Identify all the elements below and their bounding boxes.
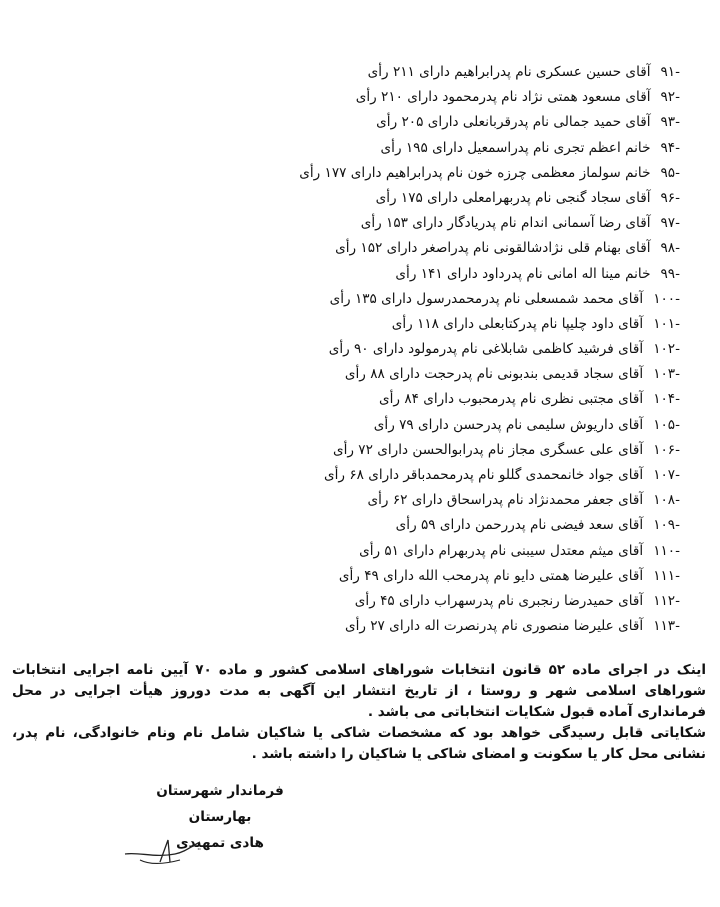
list-item-number: -۱۰۱ [653,315,680,332]
list-item-number: -۱۱۳ [653,618,680,635]
list-item-number: -۹۹ [660,265,680,282]
list-item [40,60,680,85]
list-item-number: -۹۵ [660,164,680,181]
list-item [40,312,680,337]
list-item-number: -۱۰۶ [653,441,680,458]
list-item-text: آقای حمیدرضا رنجبری نام پدرسهراب دارای ۴۵ رأی [354,592,644,609]
list-item-text: آقای محمد شمسعلی نام پدرمحمدرسول دارای ۱۳۵ رأی [329,290,644,307]
list-item-number: -۱۱۲ [653,592,680,609]
list-item-text: آقای حمید جمالی نام پدرقربانعلی دارای ۲۰۵ رأی [376,114,651,131]
handwritten-signature [120,832,210,872]
list-item-text: آقای مسعود همتی نژاد نام پدرمحمود دارای ۲۱۰ رأی [355,89,651,106]
list-item-text: آقای میثم معتدل سیبنی نام پدربهرام دارای ۵۱ رأی [359,542,644,559]
list-item-number: -۱۱۱ [653,567,680,584]
list-item-number: -۱۰۳ [653,366,680,383]
list-item-number: -۱۱۰ [653,542,680,559]
list-item-text: آقای علیرضا منصوری نام پدرنصرت اله دارای ۲۷ رأی [344,618,644,635]
list-item [40,362,680,387]
governor-title: فرماندار شهرستان بهارستان [156,783,284,825]
list-item [40,589,680,614]
list-item-number: -۹۱ [660,64,680,80]
list-item-number: -۱۰۵ [653,416,680,433]
list-item-text: آقای سعد فیضی نام پدررحمن دارای ۵۹ رأی [395,517,644,534]
list-item-number: -۹۷ [660,215,680,232]
list-item-number: -۱۰۹ [653,517,680,534]
list-item-number: -۹۴ [660,139,680,156]
list-item [40,85,680,110]
list-item-number: -۹۶ [660,189,680,206]
list-item [40,161,680,186]
list-item-number: -۱۰۷ [653,467,680,483]
list-item [40,513,680,538]
list-item [40,211,680,236]
list-item [40,186,680,211]
list-item-text: آقای سجاد گنجی نام پدربهرامعلی دارای ۱۷۵ رأی [375,189,651,206]
list-item [40,539,680,564]
list-item [40,413,680,438]
list-item-text: آقای بهنام قلی نژادشالقونی نام پدراصغر دارای ۱۵۲ رأی [335,240,651,257]
list-item-number: -۱۰۸ [653,492,680,509]
list-item [40,110,680,135]
list-item-text: خانم مینا اله امانی نام پدرداود دارای ۱۴۱ رأی [395,265,651,282]
list-item-text: آقای علی عسگری مجاز نام پدرابوالحسن دارای ۷۲ رأی [332,441,644,458]
list-item [40,564,680,589]
governor-name: هادی تمهیدی [176,835,264,851]
list-item-text: آقای داریوش سلیمی نام پدرحسن دارای ۷۹ رأی [373,416,644,433]
list-item-number: -۱۰۲ [653,341,680,358]
list-item-text: آقای داود چلیپا نام پدرکتابعلی دارای ۱۱۸ رأی [391,315,644,332]
list-item [40,262,680,287]
list-item-text: آقای رضا آسمانی اندام نام پدریادگار دارای ۱۵۳ رأی [360,215,651,232]
list-item [40,136,680,161]
list-item [40,488,680,513]
list-item [40,438,680,463]
list-item-text: آقای علیرضا همتی دایو نام پدرمحب الله دارای ۴۹ رأی [338,567,644,584]
list-item-number: -۱۰۰ [653,290,680,307]
list-item-text: آقای جعفر محمدنژاد نام پدراسحاق دارای ۶۲ رأی [367,492,644,509]
list-item-text: آقای فرشید کاظمی شابلاغی نام پدرمولود دارای ۹۰ رأی [328,341,644,358]
list-item-number: -۹۳ [660,114,680,131]
list-item-text: آقای مجتبی نظری نام پدرمحبوب دارای ۸۴ رأی [379,391,644,408]
list-item-text: خانم سولماز معظمی چرزه خون نام پدرابراهیم دارای ۱۷۷ رأی [299,164,651,181]
notice-paragraph: اینک در اجرای ماده ۵۲ قانون انتخابات شوراهای اسلامی کشور و ماده ۷۰ آیین نامه اجرایی انتخابات شوراهای اسلامی شهر و روستا ، از تاریخ انتشار این آگهی به مدت دوروز هیأت اجرایی در محل فرمانداری آماده قبول شکایات انتخاباتی می باشد . [12,662,707,720]
list-item [40,387,680,412]
list-item-number: -۹۲ [660,89,680,106]
list-item-text: آقای سجاد قدیمی بندبونی نام پدرحجت دارای ۸۸ رأی [344,366,644,383]
candidate-list [40,60,680,639]
list-item-text: آقای حسین عسکری نام پدرابراهیم دارای ۲۱۱ رأی [367,64,651,80]
complaint-conditions-paragraph: شکایاتی قابل رسیدگی خواهد بود که مشخصات شاکی یا شاکیان شامل نام ونام خانوادگی، نام پدر، نشانی محل کار یا سکونت و امضای شاکی یا شاکیان را داشته باشد . [12,725,706,762]
list-item-number: -۱۰۴ [653,391,680,408]
list-item [40,614,680,639]
list-item [40,236,680,261]
list-item [40,287,680,312]
list-item-text: آقای جواد خانمحمدی گللو نام پدرمحمدباقر دارای ۶۸ رأی [324,467,644,483]
list-item-number: -۹۸ [660,240,680,257]
list-item [40,463,680,488]
list-item [40,337,680,362]
list-item-text: خانم اعظم تجری نام پدراسمعیل دارای ۱۹۵ رأی [380,139,651,156]
